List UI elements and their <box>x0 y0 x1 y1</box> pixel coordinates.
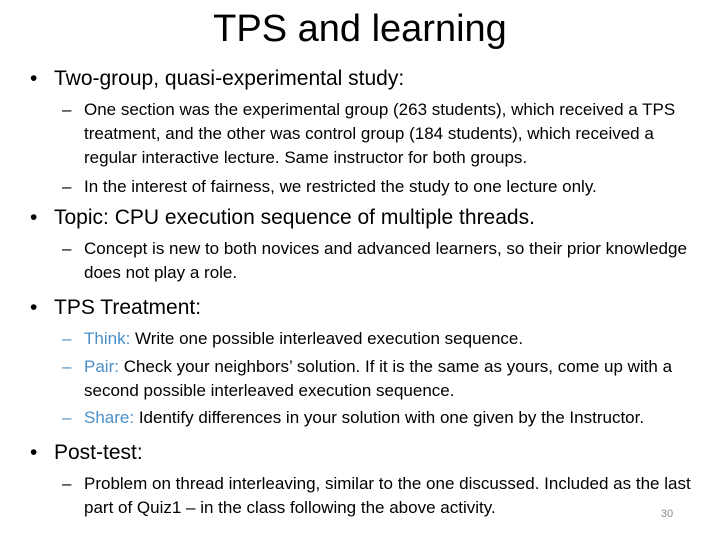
pair-label: Pair: <box>84 357 119 376</box>
dash-marker: – <box>62 100 72 119</box>
sub-bullet-pair <box>62 355 702 403</box>
think-text: Write one possible interleaved execution sequence. <box>130 329 524 348</box>
bullet-text: TPS Treatment: <box>54 296 202 319</box>
sub-bullet-concept <box>62 237 702 285</box>
think-label: Think: <box>84 329 131 348</box>
sub-bullet-fairness <box>62 175 702 199</box>
sub-bullet-text <box>84 355 702 403</box>
sub-bullet-text: In the interest of fairness, we restricted the study to one lecture only. <box>84 177 597 196</box>
bullet-dot: • <box>30 296 38 319</box>
sub-bullet-text: Problem on thread interleaving, similar to the one discussed. Included as the last part of Quiz1 – in the class following the above activity. <box>84 474 691 517</box>
share-label: Share: <box>84 408 135 427</box>
bullet-dot: • <box>30 206 38 229</box>
sub-bullet-think <box>62 327 702 351</box>
bullet-text: Two-group, quasi-experimental study: <box>54 67 405 90</box>
dash-marker: – <box>62 177 72 196</box>
sub-bullet-text <box>84 406 702 430</box>
sub-bullet-text <box>84 327 702 351</box>
share-text: Identify differences in your solution with one given by the Instructor. <box>134 408 645 427</box>
sub-bullet-text: Concept is new to both novices and advanced learners, so their prior knowledge does not play a role. <box>84 239 687 282</box>
dash-marker: – <box>62 239 72 258</box>
dash-marker: – <box>62 329 72 348</box>
sub-bullet-groups <box>62 98 702 170</box>
sub-bullet-share <box>62 406 702 430</box>
bullet-dot: • <box>30 441 38 464</box>
bullet-dot: • <box>30 67 38 90</box>
dash-marker: – <box>62 474 72 493</box>
sub-bullet-text: One section was the experimental group (263 students), which received a TPS treatment, and the other was control group (184 students), which received a regular interactive lecture. Same instructor for both groups. <box>84 100 676 167</box>
bullet-text: Topic: CPU execution sequence of multiple threads. <box>54 206 535 229</box>
dash-marker: – <box>62 357 72 376</box>
sub-bullet-problem <box>62 472 702 520</box>
pair-text: Check your neighbors’ solution. If it is the same as yours, come up with a second possible interleaved execution sequence. <box>84 357 673 400</box>
slide-number: 30 <box>660 508 674 520</box>
slide-title: TPS and learning <box>213 8 507 50</box>
dash-marker: – <box>62 408 72 427</box>
bullet-text: Post-test: <box>54 441 143 464</box>
